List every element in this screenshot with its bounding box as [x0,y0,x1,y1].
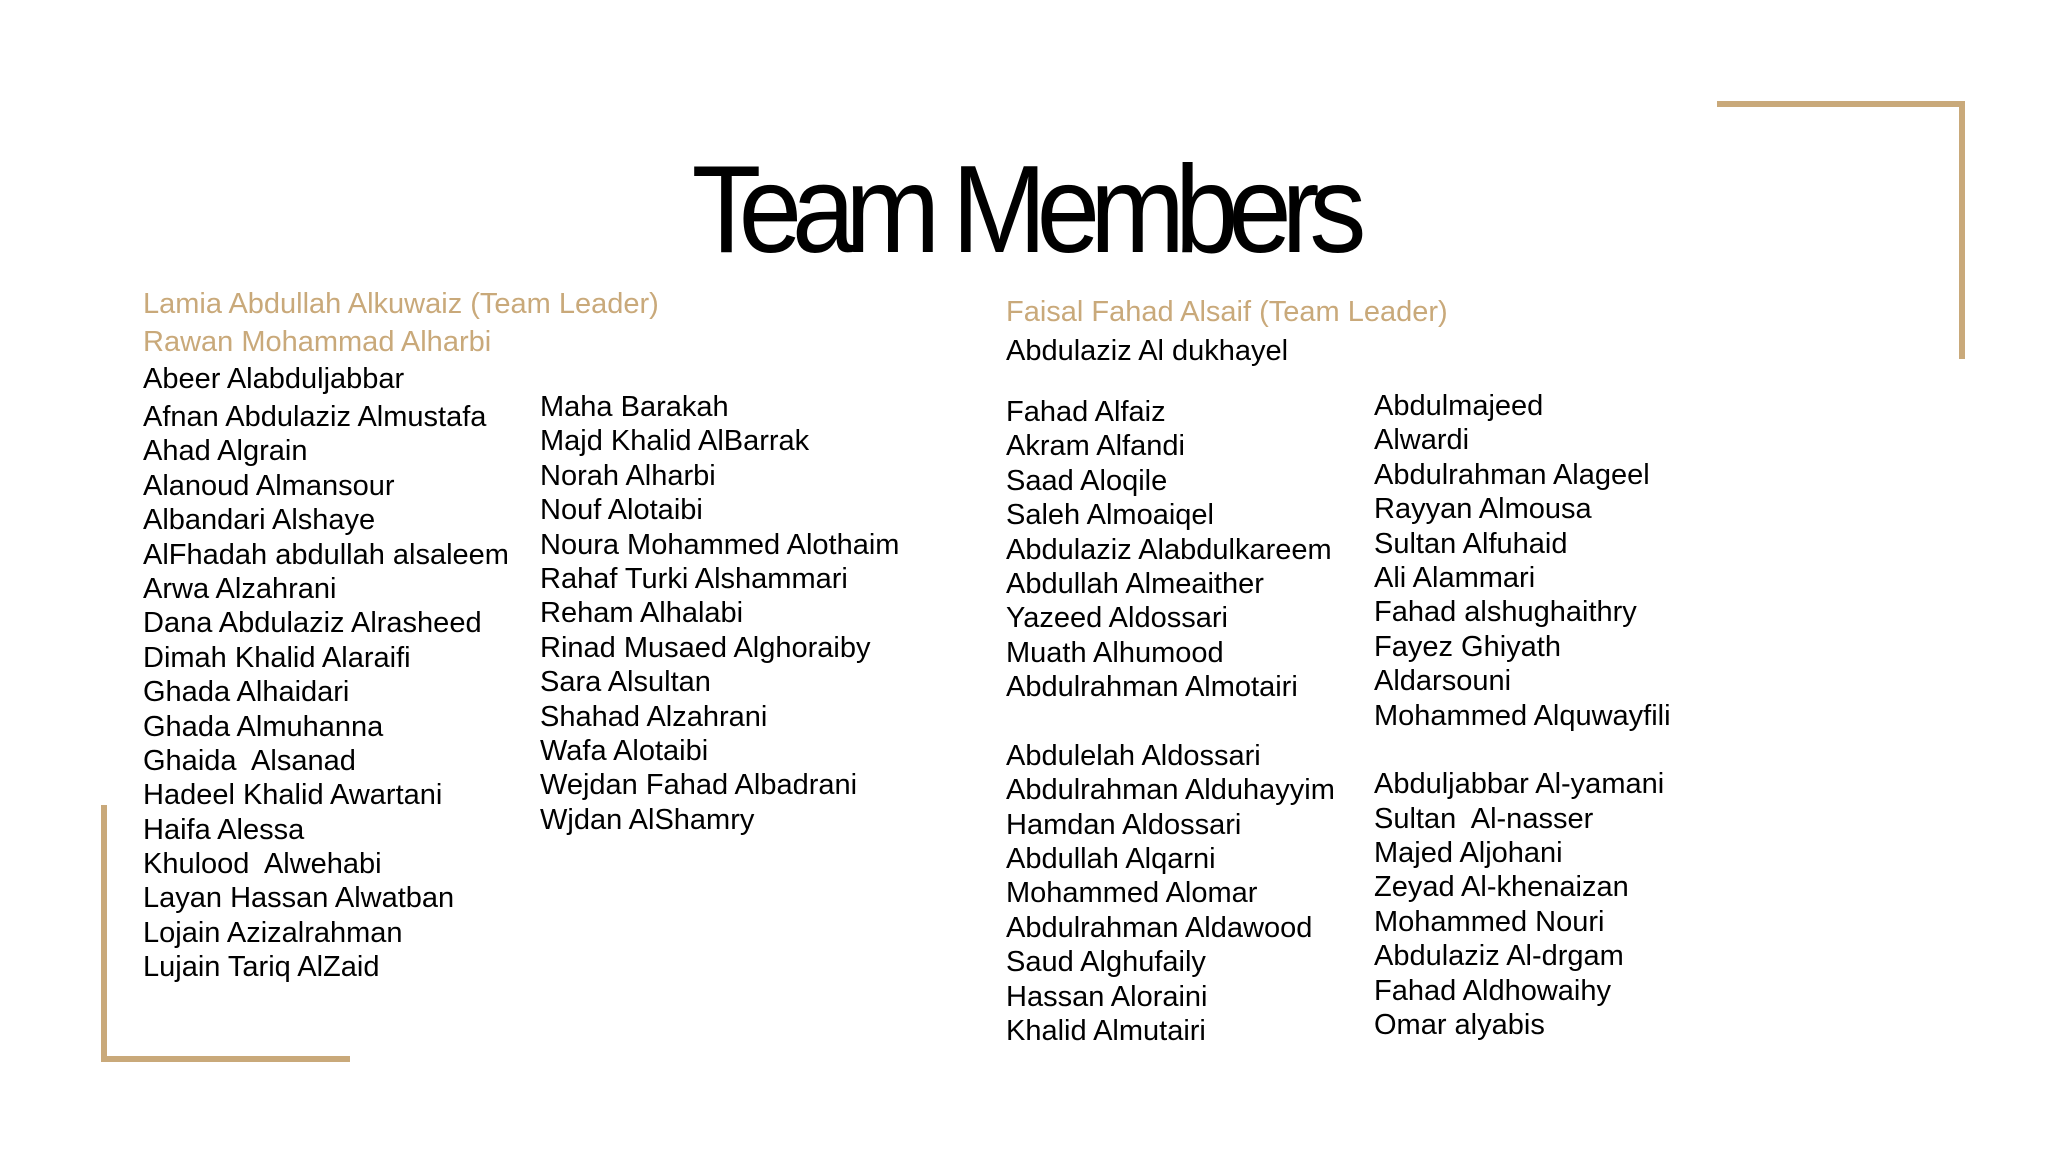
team-leader-right: Faisal Fahad Alsaif (Team Leader) [1006,296,1448,328]
member-name: Saleh Almoaiqel [1006,499,1214,532]
member-name: Abdulaziz Alabdulkareem [1006,533,1332,566]
member-name: Abdulrahman Alageel [1374,458,1650,491]
member-name: Fahad Aldhowaihy [1374,974,1611,1007]
member-name: Fahad alshughaithry [1374,596,1637,629]
member-name: Ghada Alhaidari [143,676,350,709]
member-name: AlFhadah abdullah alsaleem [143,538,509,571]
member-name: Layan Hassan Alwatban [143,882,455,915]
member-name: Abdullah Alqarni [1006,843,1216,876]
member-name: Ali Alammari [1374,561,1536,594]
team-member-right-second: Abdulaziz Al dukhayel [1006,335,1289,367]
member-name: Afnan Abdulaziz Almustafa [143,401,487,433]
member-name: Wjdan AlShamry [540,803,755,836]
member-name: Abdulelah Aldossari [1006,739,1261,772]
list-spacer [1006,705,1335,739]
list-spacer [1374,733,1671,767]
member-name: Rayyan Almousa [1374,493,1592,526]
member-name: Noura Mohammed Alothaim [540,528,900,561]
member-list-column-4 [1374,389,1671,1042]
member-name: Majed Aljohani [1374,837,1563,870]
member-name: Saud Alghufaily [1006,946,1206,979]
member-name: Mohammed Alquwayfili [1374,699,1671,732]
team-leader-left: Lamia Abdullah Alkuwaiz (Team Leader) [143,288,659,320]
member-name: Dana Abdulaziz Alrasheed [143,607,482,640]
member-list-column-2 [540,390,899,837]
member-name: Akram Alfandi [1006,430,1185,463]
team-member-left-highlight: Rawan Mohammad Alharbi [143,326,492,358]
member-name: Hadeel Khalid Awartani [143,779,443,812]
member-name: Ghaida Alsanad [143,744,356,777]
member-name: Abdulmajeed [1374,390,1544,422]
member-name: Abduljabbar Al-yamani [1374,768,1665,801]
member-name: Saad Aloqile [1006,464,1168,497]
member-name: Haifa Alessa [143,813,305,846]
member-name: Maha Barakah [540,391,729,423]
member-name: Majd Khalid AlBarrak [540,425,810,458]
member-name: Khulood Alwehabi [143,848,382,881]
member-name: Khalid Almutairi [1006,1015,1206,1048]
member-name: Abdulaziz Al-drgam [1374,940,1624,973]
member-name: Abdullah Almeaither [1006,567,1264,600]
member-name: Dimah Khalid Alaraifi [143,641,411,674]
member-name: Mohammed Nouri [1374,905,1605,938]
member-name: Aldarsouni [1374,665,1512,698]
member-name: Hassan Aloraini [1006,980,1208,1013]
member-name: Fahad Alfaiz [1006,396,1166,428]
member-name: Sara Alsultan [540,666,711,699]
member-name: Lujain Tariq AlZaid [143,951,380,984]
page-title: Team Members [691,141,1357,279]
member-name: Fayez Ghiyath [1374,630,1561,663]
member-name: Wejdan Fahad Albadrani [540,769,858,802]
member-name: Omar alyabis [1374,1009,1545,1042]
member-name: Albandari Alshaye [143,504,376,537]
member-name: Hamdan Aldossari [1006,808,1242,841]
member-name: Abdulrahman Alduhayyim [1006,774,1335,807]
member-name: Rinad Musaed Alghoraiby [540,631,871,664]
member-name: Alwardi [1374,424,1470,457]
member-list-column-3 [1006,395,1335,1048]
member-name: Nouf Alotaibi [540,494,703,527]
member-list-column-1 [143,400,509,985]
member-name: Zeyad Al-khenaizan [1374,871,1629,904]
member-name: Alanoud Almansour [143,469,395,502]
member-name: Norah Alharbi [540,459,716,492]
member-name: Sultan Alfuhaid [1374,527,1568,560]
member-name: Yazeed Aldossari [1006,602,1228,635]
team-member-left-first: Abeer Alabduljabbar [143,363,405,395]
member-name: Mohammed Alomar [1006,877,1258,910]
member-name: Abdulrahman Almotairi [1006,671,1298,704]
member-name: Wafa Alotaibi [540,734,709,767]
member-name: Rahaf Turki Alshammari [540,562,848,595]
member-name: Ghada Almuhanna [143,710,384,743]
member-name: Abdulrahman Aldawood [1006,911,1313,944]
member-name: Muath Alhumood [1006,636,1224,669]
member-name: Reham Alhalabi [540,597,744,630]
member-name: Shahad Alzahrani [540,700,768,733]
member-name: Sultan Al-nasser [1374,802,1594,835]
member-name: Lojain Azizalrahman [143,916,403,949]
member-name: Ahad Algrain [143,435,308,468]
member-name: Arwa Alzahrani [143,572,337,605]
